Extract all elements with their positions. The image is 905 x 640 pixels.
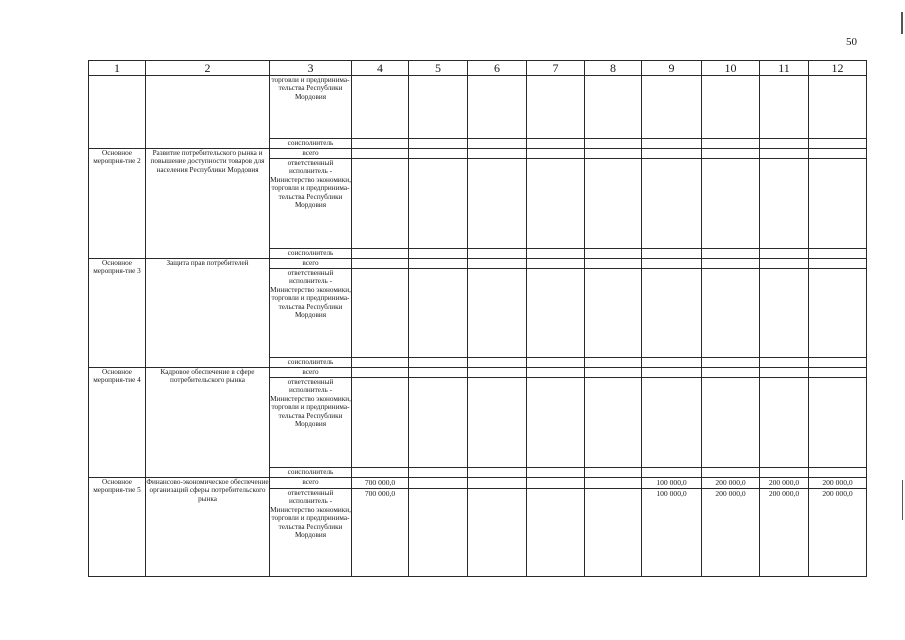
column-number-row xyxy=(89,61,867,76)
column-header: 1 xyxy=(89,61,146,76)
responsible-value: 200 000,0 xyxy=(809,489,867,577)
total-label: всего xyxy=(270,149,352,159)
measure-title: Развитие потребительского рынка и повышение доступности товаров для населения Республики Мордовия xyxy=(146,149,270,259)
total-label: всего xyxy=(270,478,352,489)
page-number: 50 xyxy=(846,36,857,48)
total-value: 200 000,0 xyxy=(702,478,760,489)
measure-name: Основное мероприя-тие 5 xyxy=(89,478,146,577)
coexecutor-label: соисполнитель xyxy=(270,249,352,259)
total-value: 200 000,0 xyxy=(760,478,809,489)
responsible-label: торговли и предпринима-тельства Республики Мордовия xyxy=(270,76,352,139)
coexecutor-label: соисполнитель xyxy=(270,139,352,149)
coexecutor-label: соисполнитель xyxy=(270,358,352,368)
total-label: всего xyxy=(270,368,352,378)
table-row xyxy=(89,259,867,269)
column-header: 8 xyxy=(585,61,642,76)
measure-name: Основное мероприя-тие 3 xyxy=(89,259,146,368)
budget-table xyxy=(88,60,867,577)
measure-title: Защита прав потребителей xyxy=(146,259,270,368)
total-label: всего xyxy=(270,259,352,269)
column-header: 4 xyxy=(352,61,409,76)
total-value: 700 000,0 xyxy=(352,478,409,489)
column-header: 12 xyxy=(809,61,867,76)
column-header: 11 xyxy=(760,61,809,76)
column-header: 3 xyxy=(270,61,352,76)
measure-name: Основное меропрня-тие 2 xyxy=(89,149,146,259)
responsible-value: 100 000,0 xyxy=(642,489,702,577)
measure-name: Основное мероприя-тие 4 xyxy=(89,368,146,478)
responsible-value: 200 000,0 xyxy=(702,489,760,577)
measure-title: Кадровое обеспечение в сфере потребительского рынка xyxy=(146,368,270,478)
responsible-label: ответственный исполнитель - Министерство экономики, торговли и предпринима-тельства Республики Мордовия xyxy=(270,159,352,249)
responsible-label: ответственный исполнитель - Министерство экономики, торговли и предпринима-тельства Республики Мордовия xyxy=(270,489,352,577)
total-value: 200 000,0 xyxy=(809,478,867,489)
table-row xyxy=(89,478,867,489)
table-cell xyxy=(146,76,270,149)
coexecutor-label: соисполнитель xyxy=(270,468,352,478)
responsible-label: ответственный исполнитель - Министерство экономики, торговли и предпринима-тельства Республики Мордовия xyxy=(270,378,352,468)
table-cell xyxy=(89,76,146,149)
total-value: 100 000,0 xyxy=(642,478,702,489)
scan-edge-mark xyxy=(901,12,903,34)
table-row xyxy=(89,149,867,159)
scan-edge-mark xyxy=(902,480,903,520)
column-header: 9 xyxy=(642,61,702,76)
responsible-label: ответственный исполнитель - Министерство экономики, торговли и предпринима-тельства Республики Мордовия xyxy=(270,269,352,358)
responsible-value: 200 000,0 xyxy=(760,489,809,577)
measure-title: Финансово-экономическое обеспечение организаций сферы потребительского рынка xyxy=(146,478,270,577)
table-row xyxy=(89,76,867,139)
table-row xyxy=(89,368,867,378)
column-header: 7 xyxy=(527,61,585,76)
column-header: 2 xyxy=(146,61,270,76)
column-header: 10 xyxy=(702,61,760,76)
column-header: 6 xyxy=(468,61,527,76)
column-header: 5 xyxy=(409,61,468,76)
responsible-value: 700 000,0 xyxy=(352,489,409,577)
